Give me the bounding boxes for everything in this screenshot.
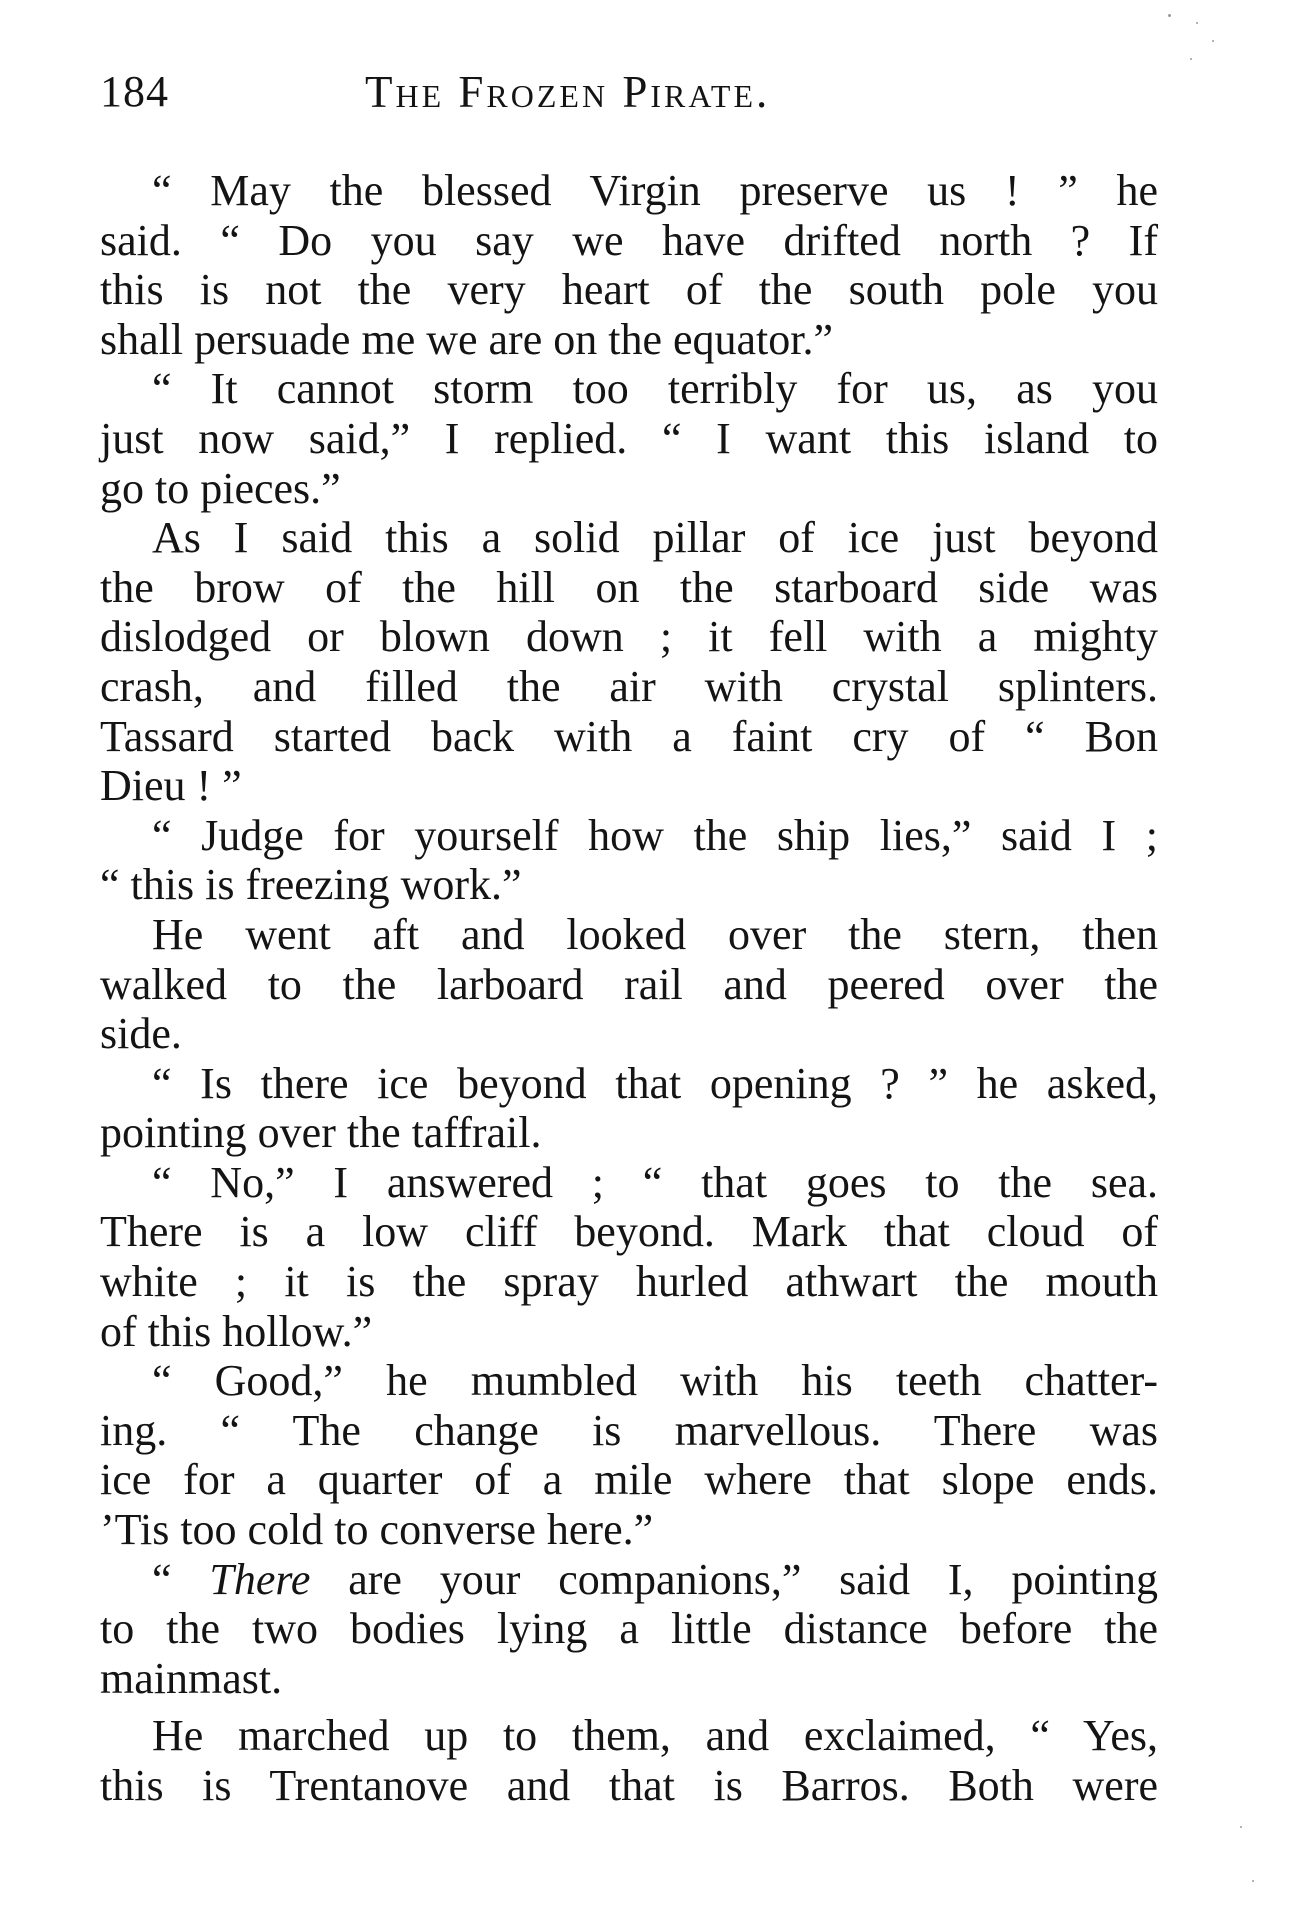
body-text [100,166,1158,1811]
text-line: dislodged or blown down ; it fell with a mighty [100,612,1158,662]
text-line: to the two bodies lying a little distance before the [100,1604,1158,1654]
text-line: pointing over the taffrail. [100,1108,542,1158]
text-line: the brow of the hill on the starboard side was [100,562,1158,612]
page-number: 184 [100,67,169,116]
text-line: said. “ Do you say we have drifted north ? If [100,215,1158,265]
paragraph [100,513,1158,811]
text-line: “ this is freezing work.” [100,860,522,910]
text-line: this is not the very heart of the south pole you [100,265,1158,315]
text-line: “ Is there ice beyond that opening ? ” he asked, [152,1058,1158,1108]
quote-open: “ [152,1554,210,1604]
italic-word: There [209,1554,311,1604]
running-head [100,56,1158,126]
text-line [100,1555,1158,1605]
text-line: As I said this a solid pillar of ice just beyond [152,513,1158,563]
text-line: There is a low cliff beyond. Mark that cloud of [100,1207,1158,1257]
scan-speck [1196,22,1198,24]
text-line: He went aft and looked over the stern, then [152,909,1158,959]
text-line: Dieu ! ” [100,761,242,811]
scan-speck [1168,14,1171,17]
paragraph [100,1356,1158,1554]
text-line: ice for a quarter of a mile where that slope ends. [100,1455,1158,1505]
text-line: this is Trentanove and that is Barros. Both were [100,1761,1158,1810]
paragraph [100,811,1158,910]
text-line: “ Judge for yourself how the ship lies,” said I ; [152,810,1158,860]
text-line: side. [100,1009,182,1059]
paragraph [100,1711,1158,1810]
text-line: He marched up to them, and exclaimed, “ Yes, [152,1711,1158,1761]
text-line: “ Good,” he mumbled with his teeth chatter- [152,1356,1158,1406]
paragraph [100,166,1158,364]
text-line: of this hollow.” [100,1306,373,1356]
running-title: The Frozen Pirate. [365,67,771,117]
text-line: “ May the blessed Virgin preserve us ! ” he [152,166,1158,215]
text-line: ’Tis too cold to converse here.” [100,1505,654,1555]
text-line: crash, and filled the air with crystal splinters. [100,661,1158,711]
paragraph [100,1555,1158,1704]
paragraph [100,1059,1158,1158]
line-rest: are your companions,” said I, pointing [310,1554,1159,1604]
text-line: just now said,” I replied. “ I want this island to [100,413,1158,463]
text-line: go to pieces.” [100,463,341,513]
scan-speck [1212,40,1214,42]
text-line: white ; it is the spray hurled athwart the mouth [100,1257,1158,1307]
scan-speck [1190,58,1192,60]
paragraph [100,364,1158,513]
paragraph [100,910,1158,1059]
text-line: Tassard started back with a faint cry of “ Bon [100,711,1158,761]
text-line: “ It cannot storm too terribly for us, as you [152,364,1158,414]
text-line: walked to the larboard rail and peered over the [100,959,1158,1009]
paragraph [100,1158,1158,1356]
text-line: “ No,” I answered ; “ that goes to the sea. [152,1157,1158,1207]
text-line: ing. “ The change is marvellous. There was [100,1405,1158,1455]
text-line: shall persuade me we are on the equator.” [100,314,834,364]
scan-speck [1252,1880,1254,1882]
scan-speck [1240,1826,1242,1828]
text-line: mainmast. [100,1653,283,1703]
